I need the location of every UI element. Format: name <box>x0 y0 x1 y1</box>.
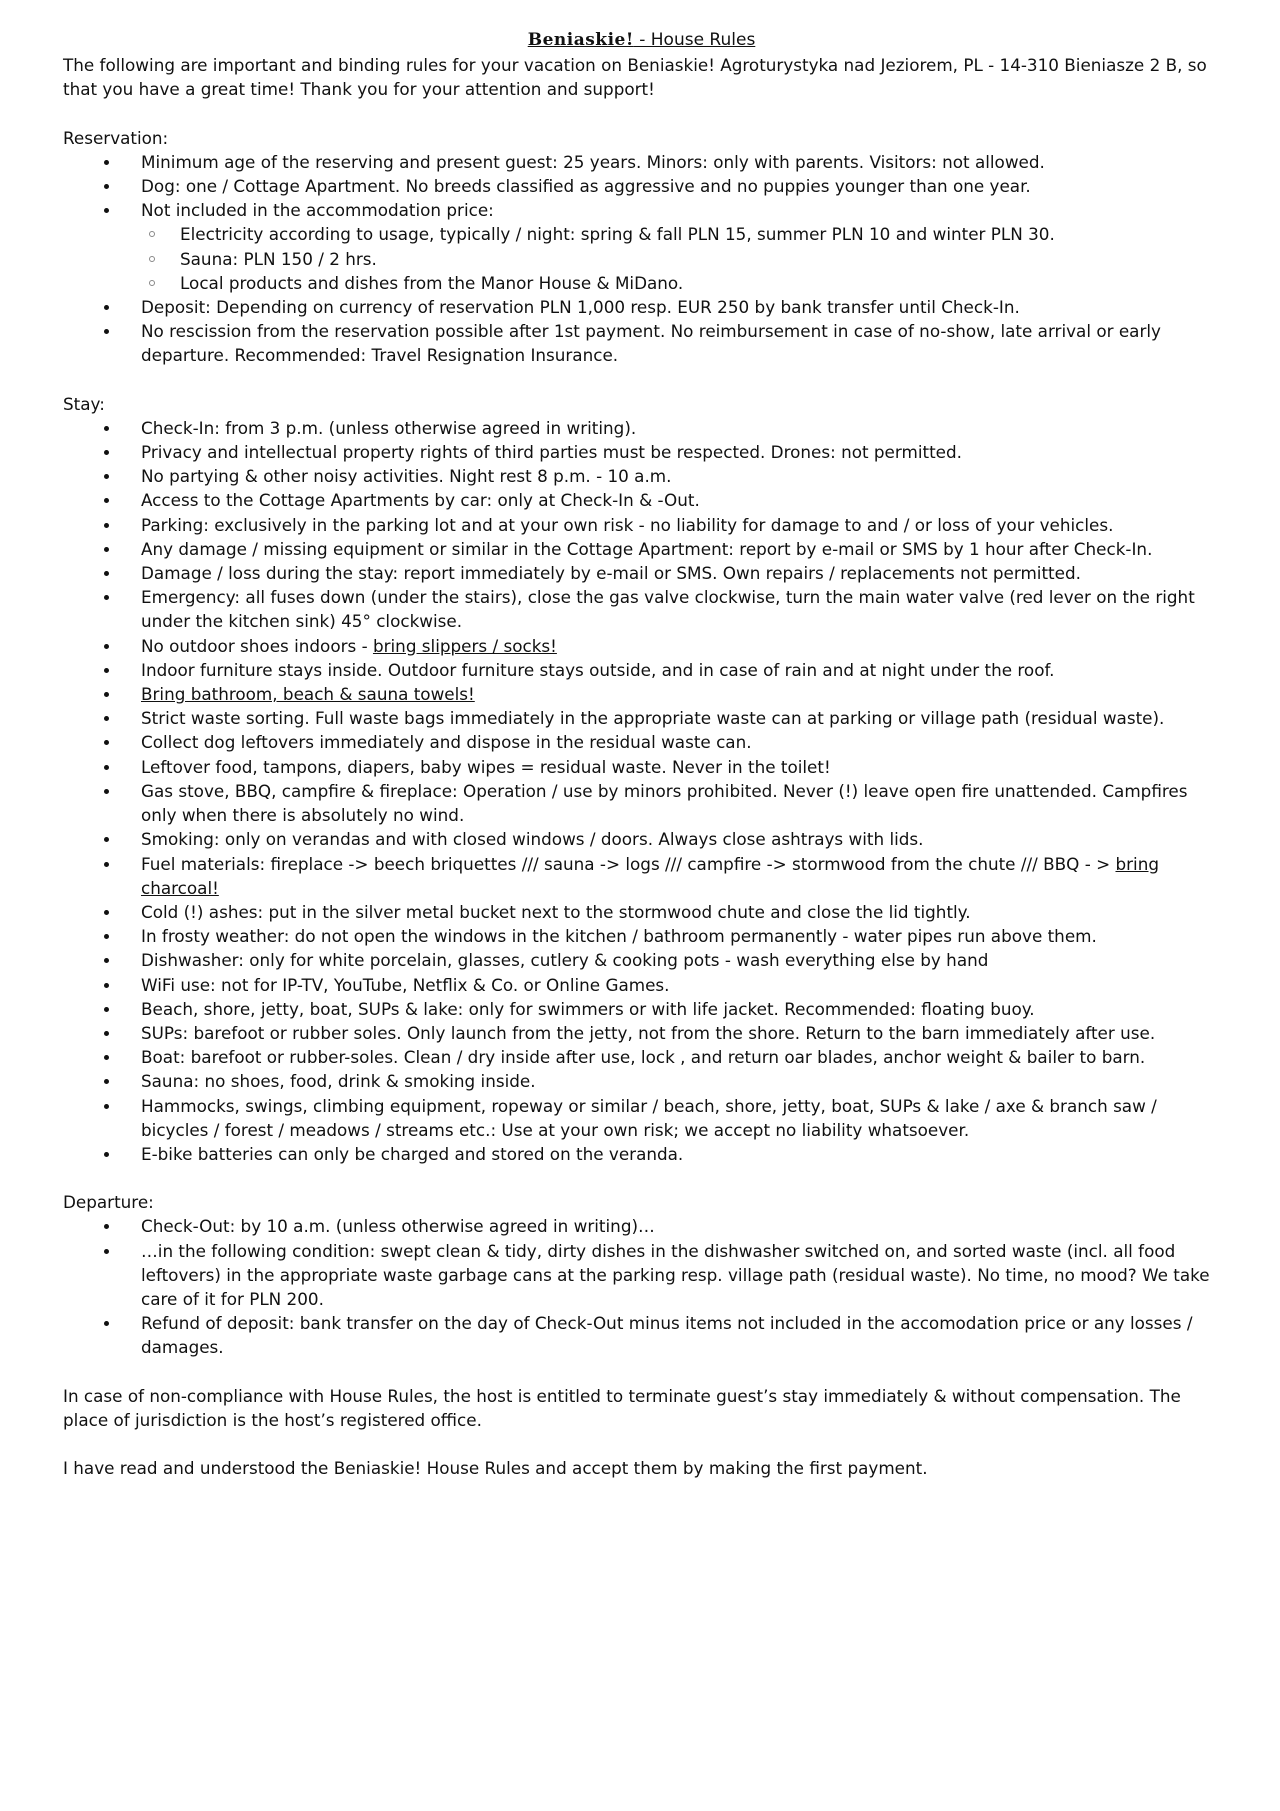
list-item: Privacy and intellectual property rights of third parties must be respected. Drones: not permitted. <box>141 440 1220 464</box>
list-item: Bring bathroom, beach & sauna towels! <box>141 682 1220 706</box>
list-item: Strict waste sorting. Full waste bags immediately in the appropriate waste can at parking or village path (residual waste). <box>141 706 1220 730</box>
list-item: Refund of deposit: bank transfer on the day of Check-Out minus items not included in the accomodation price or any losses / damages. <box>141 1311 1220 1359</box>
brand-logo-text: Beniaskie! <box>527 30 634 50</box>
compliance-paragraph: In case of non-compliance with House Rules, the host is entitled to terminate guest’s stay immediately & without compensation. The place of jurisdiction is the host’s registered office. <box>63 1385 1181 1430</box>
list-item: …in the following condition: swept clean & tidy, dirty dishes in the dishwasher switched on, and sorted waste (incl. all food leftovers) in the appropriate waste garbage cans at the parking resp. village path (residual waste). No time, no mood? We take care of it for PLN 200. <box>141 1239 1220 1312</box>
list-item: Smoking: only on verandas and with closed windows / doors. Always close ashtrays with lids. <box>141 827 1220 851</box>
departure-list <box>63 1214 1220 1359</box>
stay-list <box>63 416 1220 1166</box>
list-item <box>141 852 1220 900</box>
list-item: Collect dog leftovers immediately and dispose in the residual waste can. <box>141 730 1220 754</box>
list-item: Cold (!) ashes: put in the silver metal bucket next to the stormwood chute and close the lid tightly. <box>141 900 1220 924</box>
list-item: SUPs: barefoot or rubber soles. Only launch from the jetty, not from the shore. Return to the barn immediately after use. <box>141 1021 1220 1045</box>
list-item: Emergency: all fuses down (under the stairs), close the gas valve clockwise, turn the main water valve (red lever on the right under the kitchen sink) 45° clockwise. <box>141 585 1220 633</box>
list-item: Access to the Cottage Apartments by car: only at Check-In & -Out. <box>141 488 1220 512</box>
reservation-list <box>63 150 1220 368</box>
departure-heading: Departure: <box>63 1192 154 1213</box>
list-item: No partying & other noisy activities. Night rest 8 p.m. - 10 a.m. <box>141 464 1220 488</box>
page-title <box>63 28 1220 52</box>
list-item: Dog: one / Cottage Apartment. No breeds classified as aggressive and no puppies younger than one year. <box>141 174 1220 198</box>
list-item: Beach, shore, jetty, boat, SUPs & lake: only for swimmers or with life jacket. Recommended: floating buoy. <box>141 997 1220 1021</box>
intro-paragraph: The following are important and binding rules for your vacation on Beniaskie! Agroturystyka nad Jeziorem, PL - 14-310 Bieniasze 2 B, so that you have a great time! Thank you for your attention and support! <box>63 55 1207 100</box>
list-item: E-bike batteries can only be charged and stored on the veranda. <box>141 1142 1220 1166</box>
list-item: Parking: exclusively in the parking lot and at your own risk - no liability for damage to and / or loss of your vehicles. <box>141 513 1220 537</box>
sub-list-item: Electricity according to usage, typically / night: spring & fall PLN 15, summer PLN 10 and winter PLN 30. <box>180 222 1220 246</box>
list-item: Deposit: Depending on currency of reservation PLN 1,000 resp. EUR 250 by bank transfer until Check-In. <box>141 295 1220 319</box>
title-suffix: - House Rules <box>633 30 756 50</box>
list-item-text: No outdoor shoes indoors - <box>141 635 373 656</box>
list-item: No rescission from the reservation possible after 1st payment. No reimbursement in case of no-show, late arrival or early departure. Recommended: Travel Resignation Insurance. <box>141 319 1220 367</box>
reservation-heading: Reservation: <box>63 127 169 148</box>
list-item: Minimum age of the reserving and present guest: 25 years. Minors: only with parents. Visitors: not allowed. <box>141 150 1220 174</box>
list-item: Hammocks, swings, climbing equipment, ropeway or similar / beach, shore, jetty, boat, SUPs & lake / axe & branch saw / bicycles / forest / meadows / streams etc.: Use at your own risk; we accept no liability whatsoever. <box>141 1094 1220 1142</box>
list-item: Sauna: no shoes, food, drink & smoking inside. <box>141 1069 1220 1093</box>
stay-heading: Stay: <box>63 393 105 414</box>
list-item: Check-In: from 3 p.m. (unless otherwise agreed in writing). <box>141 416 1220 440</box>
acceptance-paragraph: I have read and understood the Beniaskie! House Rules and accept them by making the first payment. <box>63 1457 928 1478</box>
list-item: WiFi use: not for IP-TV, YouTube, Netflix & Co. or Online Games. <box>141 973 1220 997</box>
list-item: Indoor furniture stays inside. Outdoor furniture stays outside, and in case of rain and at night under the roof. <box>141 658 1220 682</box>
list-item: Damage / loss during the stay: report immediately by e-mail or SMS. Own repairs / replacements not permitted. <box>141 561 1220 585</box>
list-item: Leftover food, tampons, diapers, baby wipes = residual waste. Never in the toilet! <box>141 755 1220 779</box>
charcoal-note: bring charcoal! <box>141 853 1159 898</box>
list-item: Boat: barefoot or rubber-soles. Clean / dry inside after use, lock , and return oar blades, anchor weight & bailer to barn. <box>141 1045 1220 1069</box>
sub-list-item: Sauna: PLN 150 / 2 hrs. <box>180 247 1220 271</box>
list-item: Dishwasher: only for white porcelain, glasses, cutlery & cooking pots - wash everything else by hand <box>141 948 1220 972</box>
list-item: Gas stove, BBQ, campfire & fireplace: Operation / use by minors prohibited. Never (!) leave open fire unattended. Campfires only when there is absolutely no wind. <box>141 779 1220 827</box>
list-item: Check-Out: by 10 a.m. (unless otherwise agreed in writing)… <box>141 1214 1220 1238</box>
list-item: Any damage / missing equipment or similar in the Cottage Apartment: report by e-mail or SMS by 1 hour after Check-In. <box>141 537 1220 561</box>
list-item-text: Not included in the accommodation price: <box>141 200 494 221</box>
sub-list-item: Local products and dishes from the Manor House & MiDano. <box>180 271 1220 295</box>
list-item-text: Fuel materials: fireplace -> beech briquettes /// sauna -> logs /// campfire -> stormwood from the chute /// BBQ - > <box>141 853 1116 874</box>
price-exclusions-list <box>141 222 1220 295</box>
slippers-note: bring slippers / socks! <box>372 635 557 656</box>
list-item: In frosty weather: do not open the windows in the kitchen / bathroom permanently - water pipes run above them. <box>141 924 1220 948</box>
list-item <box>141 634 1220 658</box>
list-item <box>141 198 1220 295</box>
